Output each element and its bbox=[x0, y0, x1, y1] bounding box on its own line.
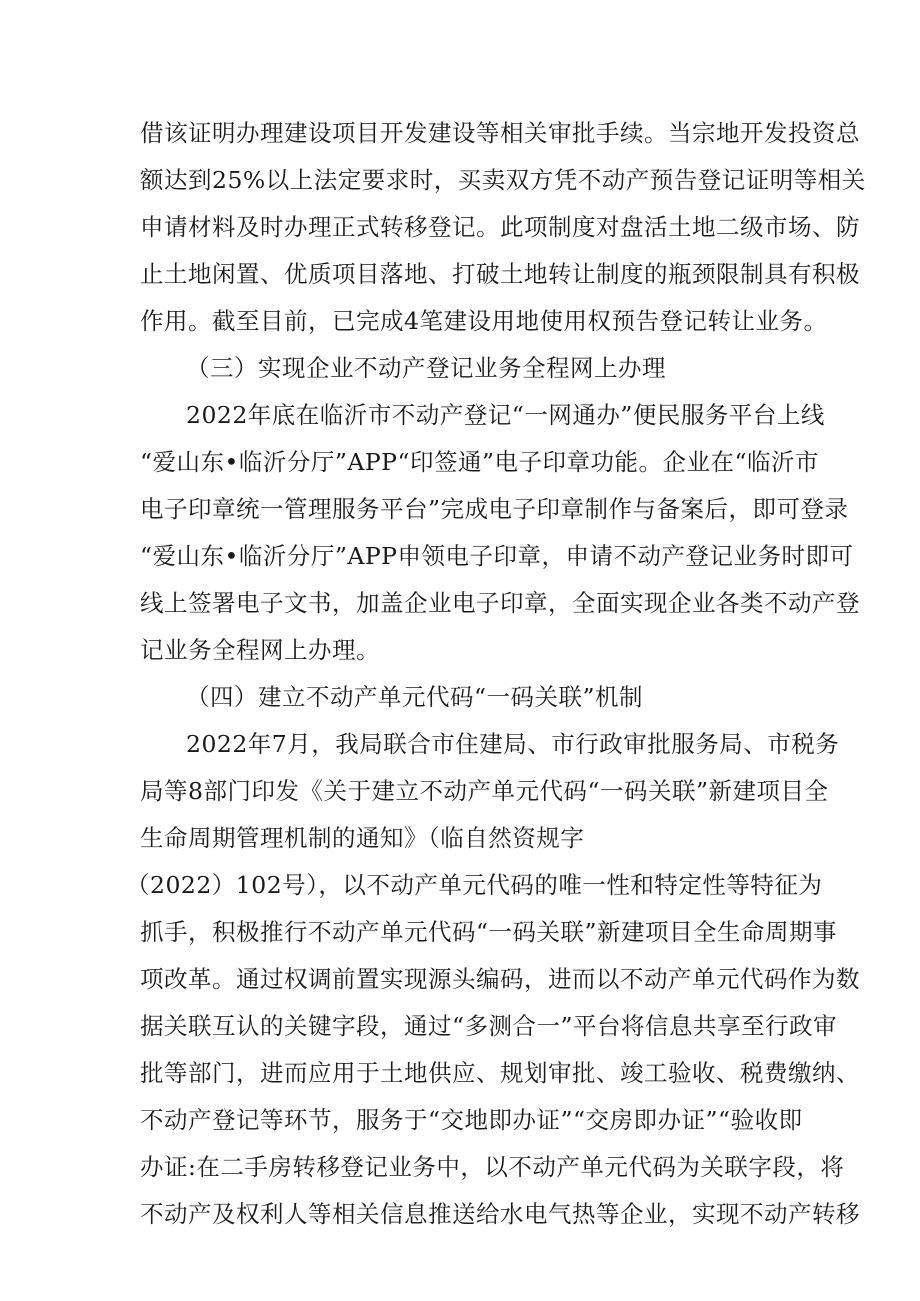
text-line: 借该证明办理建设项目开发建设等相关审批手续。当宗地开发投资总 bbox=[140, 119, 860, 147]
text-line: 线上签署电子文书，加盖企业电子印章，全面实现企业各类不动产登 bbox=[140, 589, 860, 617]
text-line: 额达到25%以上法定要求时，买卖双方凭不动产预告登记证明等相关 bbox=[140, 166, 866, 194]
text-line: 止土地闲置、优质项目落地、打破土地转让制度的瓶颈限制具有积极 bbox=[140, 260, 860, 288]
text-line: 项改革。通过权调前置实现源头编码，进而以不动产单元代码作为数 bbox=[140, 965, 860, 993]
text-line: 局等8部门印发《关于建立不动产单元代码“一码关联”新建项目全 bbox=[140, 777, 829, 805]
text-line: “爱山东•临沂分厅”APP“印签通”电子印章功能。企业在“临沂市 bbox=[140, 448, 820, 476]
text-line: 2022年7月，我局联合市住建局、市行政审批服务局、市税务 bbox=[186, 730, 840, 758]
text-line: 记业务全程网上办理。 bbox=[140, 636, 380, 664]
text-line: “爱山东•临沂分厅”APP申领电子印章，申请不动产登记业务时即可 bbox=[140, 542, 854, 570]
text-line: 申请材料及时办理正式转移登记。此项制度对盘活土地二级市场、防 bbox=[140, 213, 860, 241]
text-line: 电子印章统一管理服务平台”完成电子印章制作与备案后，即可登录 bbox=[140, 495, 849, 523]
text-line: 不动产及权利人等相关信息推送给水电气热等企业，实现不动产转移 bbox=[140, 1200, 860, 1228]
text-line: 2022年底在临沂市不动产登记“一网通办”便民服务平台上线 bbox=[186, 401, 825, 429]
text-line: 抓手，积极推行不动产单元代码“一码关联”新建项目全生命周期事 bbox=[140, 918, 838, 946]
text-line: 据关联互认的关键字段，通过“多测合一”平台将信息共享至行政审 bbox=[140, 1012, 838, 1040]
text-line: 生命周期管理机制的通知》（临自然资规字 bbox=[140, 824, 585, 852]
section-heading-4: （四）建立不动产单元代码“一码关联”机制 bbox=[186, 683, 644, 711]
text-line: 批等部门，进而应用于土地供应、规划审批、竣工验收、税费缴纳、 bbox=[140, 1059, 860, 1087]
text-line: （2022）102号），以不动产单元代码的唯一性和特定性等特征为 bbox=[126, 871, 823, 899]
text-line: 作用。截至目前，已完成4笔建设用地使用权预告登记转让业务。 bbox=[140, 307, 828, 335]
text-line: 不动产登记等环节，服务于“交地即办证”“交房即办证”“验收即 bbox=[140, 1106, 803, 1134]
text-line: 办证:在二手房转移登记业务中，以不动产单元代码为关联字段，将 bbox=[140, 1153, 845, 1181]
section-heading-3: （三）实现企业不动产登记业务全程网上办理 bbox=[186, 354, 666, 382]
